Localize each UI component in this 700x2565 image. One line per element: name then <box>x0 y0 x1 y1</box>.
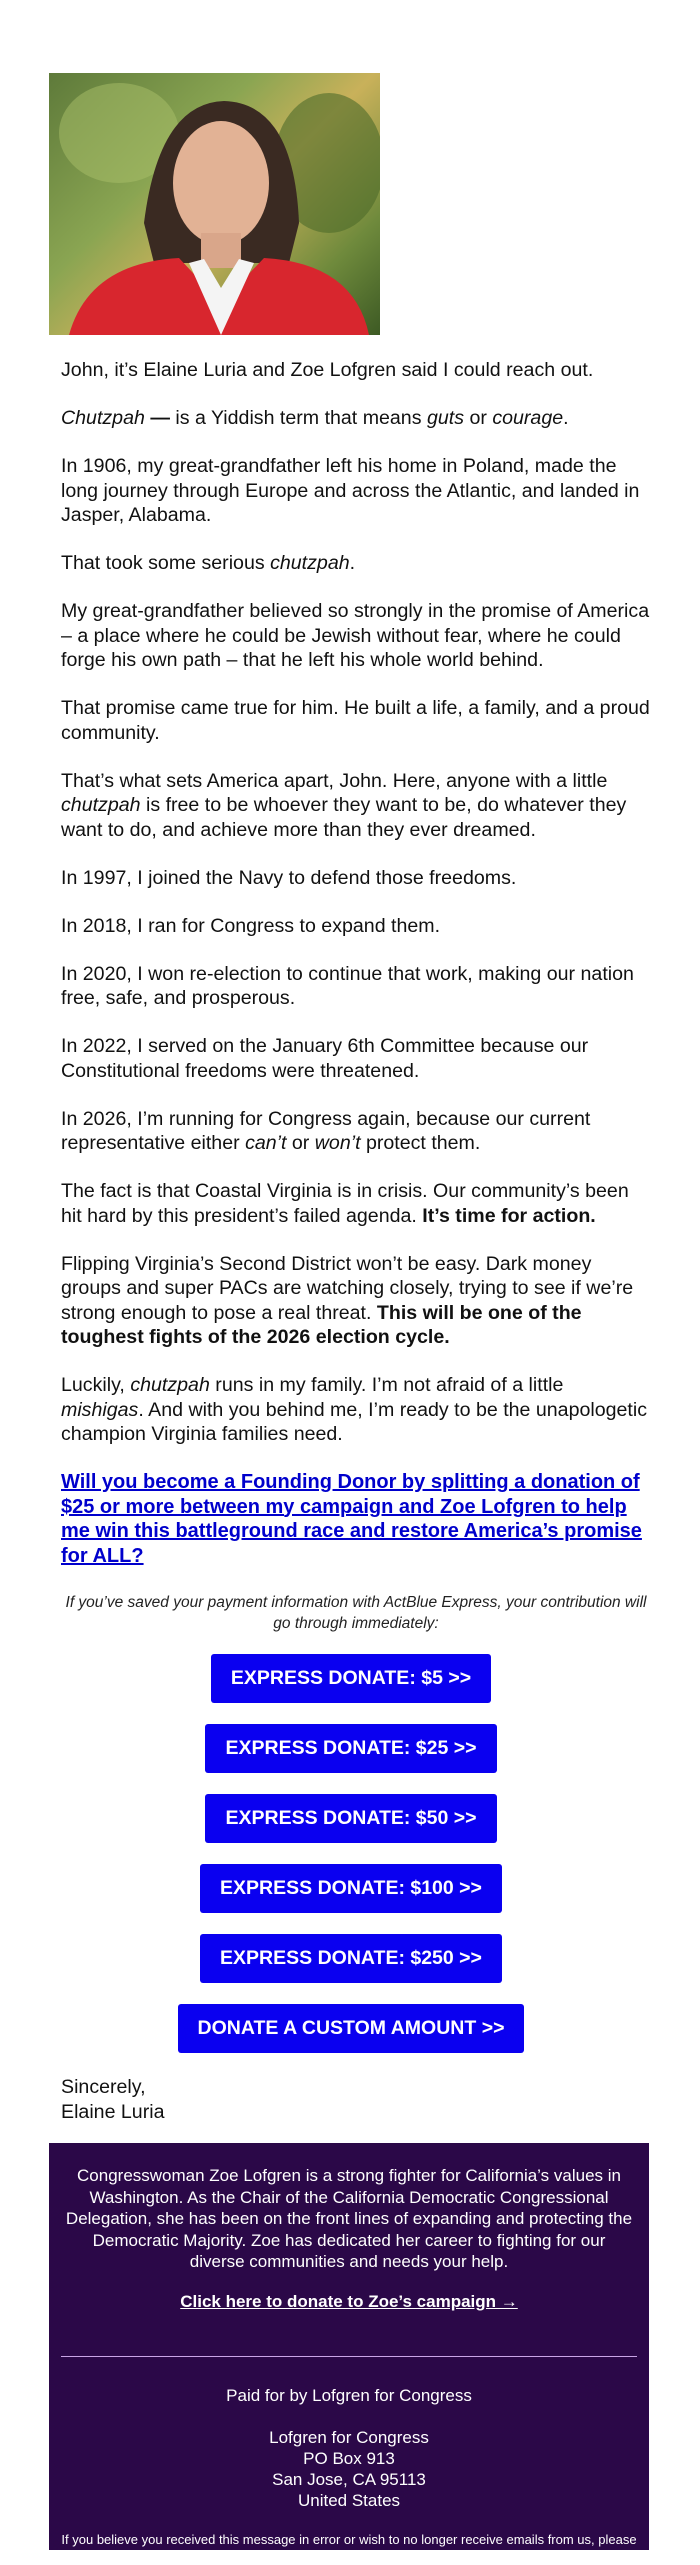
text-segment: — <box>144 407 176 429</box>
text-segment: Luckily, <box>61 1374 131 1396</box>
signoff <box>61 2075 651 2124</box>
express-donate-button[interactable]: EXPRESS DONATE: $25 >> <box>205 1724 496 1773</box>
donate-zoe-link[interactable]: Click here to donate to Zoe’s campaign → <box>180 2291 518 2311</box>
text-segment: won’t <box>314 1132 361 1154</box>
body-paragraph <box>61 454 651 528</box>
signature: Elaine Luria <box>61 2100 165 2123</box>
text-segment: courage <box>492 407 564 429</box>
text-segment: is a Yiddish term that means <box>175 407 427 429</box>
text-segment: or <box>464 407 493 429</box>
text-segment: runs in my family. I’m not afraid of a little <box>209 1374 564 1396</box>
body-paragraph <box>61 1252 651 1350</box>
text-segment: In 1906, my great-grandfather left his home in Poland, made the long journey through Europe and across the Atlantic, and landed in Jasper, Alabama. <box>61 455 640 526</box>
body-paragraph <box>61 914 651 939</box>
body-paragraph <box>61 962 651 1011</box>
body-paragraph <box>61 1034 651 1083</box>
candidate-photo <box>49 73 380 335</box>
express-donate-button[interactable]: EXPRESS DONATE: $50 >> <box>205 1794 496 1843</box>
closing: Sincerely, <box>61 2076 146 2098</box>
text-segment: In 2026, I’m running for Congress again, because our current representative either <box>61 1107 591 1154</box>
text-segment: guts <box>426 407 464 429</box>
text-segment: Chutzpah <box>61 407 145 429</box>
body-paragraph <box>61 696 651 745</box>
address-line: PO Box 913 <box>303 2449 395 2468</box>
body-paragraph <box>61 1179 651 1228</box>
text-segment: mishigas <box>61 1398 139 1421</box>
unsubscribe-text[interactable]: If you believe you received this message in error or wish to no longer receive emails from us, please unsubscribe. <box>61 2532 637 2564</box>
footer-divider <box>61 2356 637 2357</box>
body-paragraph <box>61 551 651 576</box>
text-segment: is free to be whoever they want to be, do whatever they want to do, and achieve more than they ever dreamed. <box>61 794 627 841</box>
text-segment: John, it’s Elaine Luria and Zoe Lofgren said I could reach out. <box>61 359 594 381</box>
footer-about <box>49 2143 649 2312</box>
founding-donor-link[interactable]: Will you become a Founding Donor by splitting a donation of $25 or more between my campaign and Zoe Lofgren to help me win this battleground race and restore America’s promise for ALL? <box>61 1471 642 1567</box>
express-donate-button[interactable]: EXPRESS DONATE: $5 >> <box>211 1654 491 1703</box>
address <box>49 2427 649 2511</box>
text-segment: That took some serious <box>61 552 271 574</box>
body-paragraph <box>61 358 651 383</box>
donate-buttons <box>51 1654 651 2074</box>
address-line: United States <box>297 2491 401 2510</box>
about-text: Congresswoman Zoe Lofgren is a strong fighter for California’s values in Washington. As the Chair of the California Democratic Congressional Delegation, she has been on the front lines of expanding and protecting the Democratic Majority. Zoe has dedicated her career to fighting for our diverse communities and needs your help. <box>65 2166 633 2271</box>
text-segment: Flipping Virginia’s Second District won’t be easy. Dark money groups and super PACs are watching closely, trying to see if we’re strong enough to pose a real threat. <box>61 1252 634 1324</box>
express-donate-button[interactable]: EXPRESS DONATE: $250 >> <box>200 1934 502 1983</box>
text-segment: can’t <box>245 1132 287 1154</box>
express-note: If you’ve saved your payment information with ActBlue Express, your contribution will go through immediately: <box>65 1594 647 1632</box>
body-paragraph <box>61 406 651 431</box>
text-segment: chutzpah <box>270 552 350 574</box>
text-segment: chutzpah <box>130 1374 210 1396</box>
text-segment: protect them. <box>360 1132 481 1154</box>
body-paragraph <box>61 1373 651 1447</box>
address-line: Lofgren for Congress <box>269 2428 429 2447</box>
text-segment: That promise came true for him. He built a life, a family, and a proud community. <box>61 697 650 744</box>
paid-for: Paid for by Lofgren for Congress <box>226 2386 472 2405</box>
email-body <box>61 358 651 2124</box>
text-segment: This will be one of the toughest fights of the 2026 election cycle. <box>61 1301 582 1348</box>
text-segment: In 2022, I served on the January 6th Committee because our Constitutional freedoms were threatened. <box>61 1035 589 1082</box>
text-segment: In 1997, I joined the Navy to defend those freedoms. <box>61 866 517 889</box>
footer <box>49 2143 649 2564</box>
body-paragraph <box>61 1107 651 1156</box>
text-segment: The fact is that Coastal Virginia is in crisis. Our community’s been hit hard by this president’s failed agenda. <box>61 1180 629 1227</box>
body-paragraph <box>61 866 651 891</box>
text-segment: In 2018, I ran for Congress to expand them. <box>61 914 441 937</box>
text-segment: . And with you behind me, I’m ready to be the unapologetic champion Virginia families need. <box>61 1398 647 1445</box>
text-segment: . <box>349 552 356 574</box>
body-paragraph <box>61 599 651 673</box>
text-segment: . <box>563 407 569 429</box>
text-segment: or <box>286 1132 315 1154</box>
text-segment: In 2020, I won re-election to continue that work, making our nation free, safe, and prosperous. <box>61 962 634 1009</box>
text-segment: chutzpah <box>61 794 141 816</box>
text-segment: That’s what sets America apart, John. Here, anyone with a little <box>61 769 608 792</box>
text-segment: My great-grandfather believed so strongly in the promise of America – a place where he could be Jewish without fear, where he could forge his own path – that he left his whole world behind. <box>61 600 650 671</box>
custom-amount-button[interactable]: DONATE A CUSTOM AMOUNT >> <box>178 2004 525 2053</box>
address-line: San Jose, CA 95113 <box>272 2470 426 2489</box>
express-donate-button[interactable]: EXPRESS DONATE: $100 >> <box>200 1864 502 1913</box>
text-segment: It’s time for action. <box>422 1204 596 1227</box>
body-paragraph <box>61 769 651 843</box>
